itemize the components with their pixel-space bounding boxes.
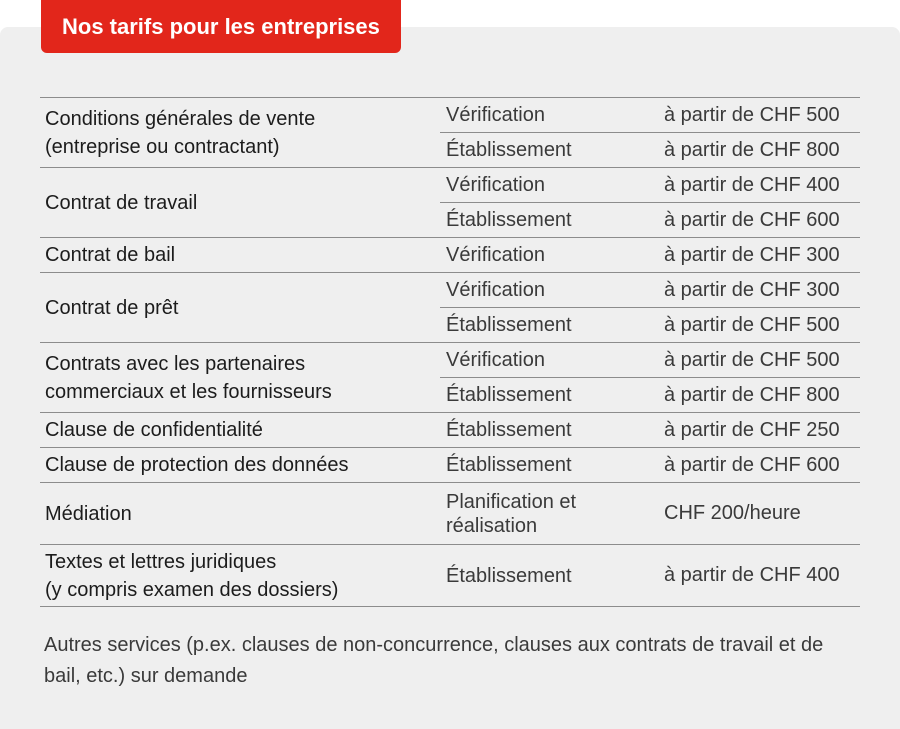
- table-row: [40, 343, 860, 378]
- service-price: à partir de CHF 500: [652, 98, 860, 133]
- service-action: Établissement: [440, 448, 652, 483]
- service-category: Conditions générales de vente (entreprise ou contractant): [40, 98, 440, 168]
- service-category: Contrats avec les partenaires commerciaux et les fournisseurs: [40, 343, 440, 413]
- table-row: [40, 483, 860, 545]
- service-action: Vérification: [440, 238, 652, 273]
- service-action: Établissement: [440, 413, 652, 448]
- service-action: Établissement: [440, 308, 652, 343]
- service-price: à partir de CHF 800: [652, 378, 860, 413]
- service-price: à partir de CHF 400: [652, 168, 860, 203]
- service-action: Établissement: [440, 378, 652, 413]
- table-row: [40, 168, 860, 203]
- service-price: à partir de CHF 600: [652, 203, 860, 238]
- service-price: à partir de CHF 500: [652, 308, 860, 343]
- table-row: [40, 238, 860, 273]
- service-action: Vérification: [440, 343, 652, 378]
- service-price: à partir de CHF 300: [652, 273, 860, 308]
- service-action: Vérification: [440, 98, 652, 133]
- pricing-table: [40, 97, 860, 607]
- service-price: à partir de CHF 600: [652, 448, 860, 483]
- service-price: à partir de CHF 500: [652, 343, 860, 378]
- service-price: CHF 200/heure: [652, 483, 860, 545]
- service-action: Vérification: [440, 168, 652, 203]
- service-price: à partir de CHF 300: [652, 238, 860, 273]
- footnote: Autres services (p.ex. clauses de non-concurrence, clauses aux contrats de travail et de bail, etc.) sur demande: [44, 634, 824, 687]
- table-row: [40, 545, 860, 607]
- service-category: Contrat de travail: [40, 168, 440, 238]
- service-action: Vérification: [440, 273, 652, 308]
- table-row: [40, 448, 860, 483]
- service-category: Clause de protection des données: [40, 448, 440, 483]
- service-price: à partir de CHF 800: [652, 133, 860, 168]
- page-title: Nos tarifs pour les entreprises: [41, 0, 401, 53]
- service-category: Textes et lettres juridiques (y compris examen des dossiers): [40, 545, 440, 607]
- service-action: Établissement: [440, 203, 652, 238]
- service-action: Planification et réalisation: [440, 483, 652, 545]
- service-action: Établissement: [440, 545, 652, 607]
- service-price: à partir de CHF 250: [652, 413, 860, 448]
- table-row: [40, 273, 860, 308]
- table-row: [40, 98, 860, 133]
- service-category: Contrat de bail: [40, 238, 440, 273]
- service-action: Établissement: [440, 133, 652, 168]
- service-category: Médiation: [40, 483, 440, 545]
- table-row: [40, 413, 860, 448]
- service-category: Clause de confidentialité: [40, 413, 440, 448]
- service-price: à partir de CHF 400: [652, 545, 860, 607]
- service-category: Contrat de prêt: [40, 273, 440, 343]
